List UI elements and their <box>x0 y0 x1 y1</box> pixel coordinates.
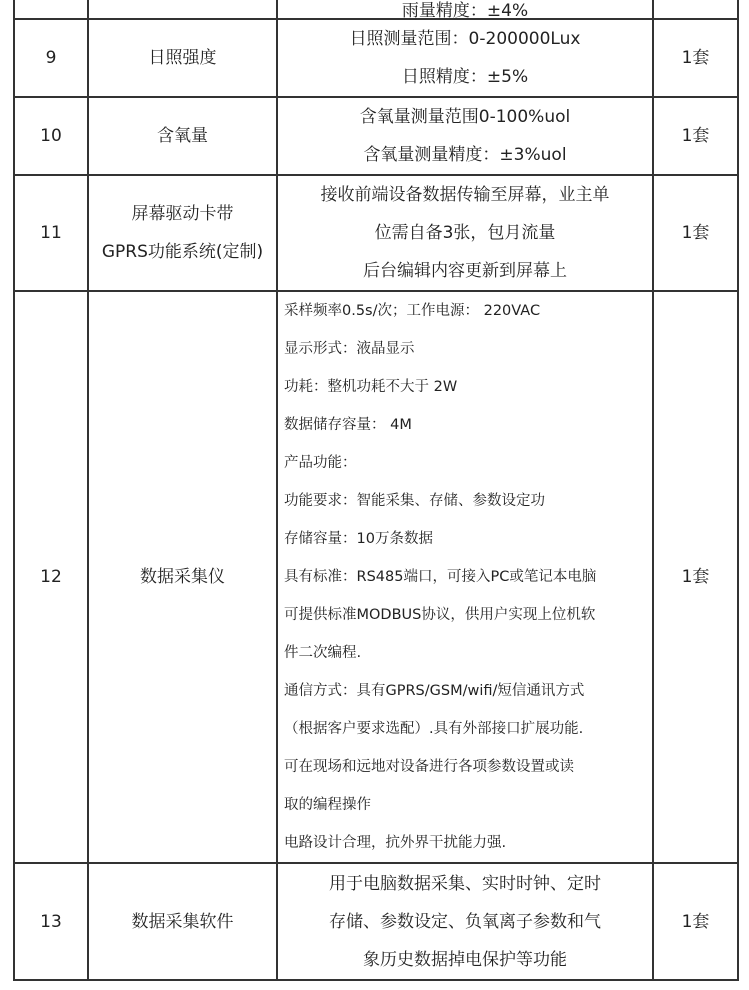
quantity <box>653 0 738 19</box>
item-spec <box>277 291 653 863</box>
spec-line: 通信方式：具有GPRS/GSM/wifi/短信通讯方式 <box>284 683 585 699</box>
spec-line: （根据客户要求选配）.具有外部接口扩展功能. <box>284 721 584 737</box>
spec-line: 雨量精度：±4% <box>401 1 529 21</box>
spec-line: 接收前端设备数据传输至屏幕，业主单 <box>320 185 610 205</box>
row-number-text: 12 <box>40 567 62 587</box>
table-row <box>14 175 738 291</box>
quantity <box>653 97 738 175</box>
spec-line: 功耗：整机功耗不大于 2W <box>284 379 458 395</box>
row-number-text: 9 <box>45 48 57 68</box>
quantity <box>653 291 738 863</box>
spec-line: 可提供标准MODBUS协议，供用户实现上位机软 <box>284 607 596 623</box>
spec-line: 显示形式：液晶显示 <box>284 341 415 357</box>
spec-line: 产品功能： <box>284 455 357 471</box>
item-name-line: 含氧量 <box>157 126 208 146</box>
item-name-line: 数据采集软件 <box>131 911 234 932</box>
item-spec <box>277 97 653 175</box>
item-name-line: 屏幕驱动卡带 <box>131 204 234 224</box>
spec-line: 后台编辑内容更新到屏幕上 <box>363 261 567 281</box>
quantity-text: 1套 <box>681 567 710 587</box>
spec-line: 电路设计合理，抗外界干扰能力强. <box>284 835 507 851</box>
spec-line: 用于电脑数据采集、实时时钟、定时 <box>329 873 601 894</box>
spec-line: 位需自备3张，包月流量 <box>374 223 556 243</box>
row-number <box>14 291 88 863</box>
table-row <box>14 863 738 980</box>
spec-line: 日照测量范围：0-200000Lux <box>349 29 581 49</box>
item-name <box>88 0 277 19</box>
row-number <box>14 0 88 19</box>
spec-line: 存储、参数设定、负氧离子参数和气 <box>329 911 601 932</box>
row-number <box>14 863 88 980</box>
table-row <box>14 19 738 97</box>
quantity-text: 1套 <box>681 48 710 68</box>
item-name-line: GPRS功能系统(定制) <box>101 242 264 262</box>
item-name <box>88 291 277 863</box>
item-name <box>88 97 277 175</box>
item-spec <box>277 0 653 19</box>
row-number <box>14 19 88 97</box>
row-number-text: 11 <box>40 223 62 243</box>
table-row <box>14 0 738 19</box>
quantity <box>653 19 738 97</box>
spec-line: 日照精度：±5% <box>401 67 529 87</box>
spec-line: 数据储存容量： 4M <box>284 417 412 433</box>
item-name <box>88 175 277 291</box>
spec-line: 采样频率0.5s/次；工作电源： 220VAC <box>284 303 541 319</box>
row-number-text: 10 <box>40 126 62 146</box>
spec-line: 含氧量测量精度：±3%uol <box>363 145 567 165</box>
spec-line: 可在现场和远地对设备进行各项参数设置或读 <box>284 759 574 775</box>
item-spec <box>277 19 653 97</box>
item-name-line: 日照强度 <box>148 48 217 68</box>
spec-line: 功能要求：智能采集、存储、参数设定功 <box>284 493 545 509</box>
spec-line: 取的编程操作 <box>284 797 371 813</box>
row-number <box>14 97 88 175</box>
row-number-text: 13 <box>40 911 62 932</box>
item-spec <box>277 863 653 980</box>
table-row <box>14 291 738 863</box>
spec-line: 具有标准：RS485端口，可接入PC或笔记本电脑 <box>284 569 597 585</box>
quantity-text: 1套 <box>681 223 710 243</box>
spec-table <box>13 0 739 981</box>
spec-line: 含氧量测量范围0-100%uol <box>359 107 571 127</box>
item-name <box>88 863 277 980</box>
spec-line: 件二次编程. <box>284 645 362 661</box>
item-spec <box>277 175 653 291</box>
spec-line: 存储容量：10万条数据 <box>284 531 433 547</box>
quantity-text: 1套 <box>681 126 710 146</box>
item-name <box>88 19 277 97</box>
table-row <box>14 97 738 175</box>
item-name-line: 数据采集仪 <box>140 567 225 587</box>
quantity <box>653 175 738 291</box>
quantity-text: 1套 <box>681 911 710 932</box>
row-number <box>14 175 88 291</box>
quantity <box>653 863 738 980</box>
spec-line: 象历史数据掉电保护等功能 <box>363 949 567 970</box>
